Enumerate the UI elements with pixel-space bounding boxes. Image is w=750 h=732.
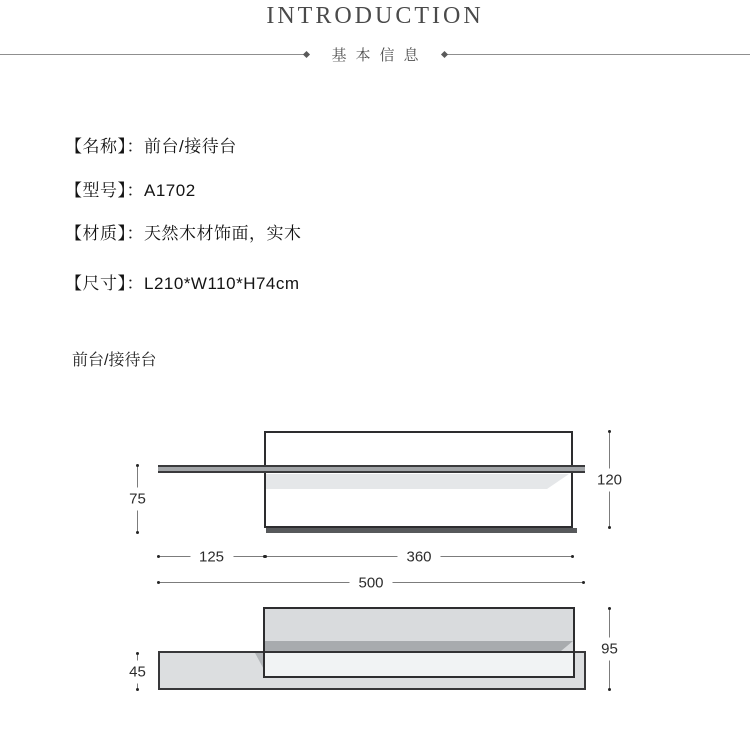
page-title: INTRODUCTION [266, 3, 484, 29]
desk-upper-outline [263, 607, 575, 678]
divider-line-right [447, 54, 750, 55]
dimension-left-overhang [158, 548, 265, 565]
subtitle-row [0, 46, 750, 62]
dimension-label: 45 [128, 660, 147, 683]
dimension-total-depth [601, 608, 618, 690]
diamond-icon-right [440, 50, 447, 57]
dimension-total-width [158, 574, 584, 591]
dimension-counter-height [129, 465, 146, 533]
desk-base-plinth [266, 528, 577, 533]
diamond-icon-left [302, 50, 309, 57]
spec-name-line: 【名称】：前台/接待台 [65, 137, 237, 156]
inner-shelf-shading [266, 474, 569, 489]
counter-top-slab [158, 465, 585, 473]
dimension-label: 500 [349, 575, 392, 590]
spec-size-line: 【尺寸】：L210*W110*H74cm [65, 274, 300, 293]
spec-model-line: 【型号】：A1702 [65, 181, 196, 200]
dimension-label: 360 [397, 549, 440, 564]
upper-panel-face [265, 609, 573, 641]
upper-panel-edge-shading [265, 641, 573, 651]
dimension-body-width [265, 548, 573, 565]
spec-material-line: 【材质】：天然木材饰面，实木 [65, 224, 302, 243]
dimension-label: 95 [600, 638, 619, 661]
dimension-label: 125 [190, 549, 233, 564]
subtitle-text: 基本信息 [331, 46, 428, 64]
dimension-label: 120 [596, 468, 623, 491]
drawing-caption: 前台/接待台 [72, 352, 157, 369]
upper-panel-recess [265, 651, 573, 676]
dimension-base-depth [129, 653, 146, 690]
dimension-total-height [596, 431, 623, 528]
dimension-label: 75 [128, 488, 147, 511]
divider-line-left [0, 54, 304, 55]
